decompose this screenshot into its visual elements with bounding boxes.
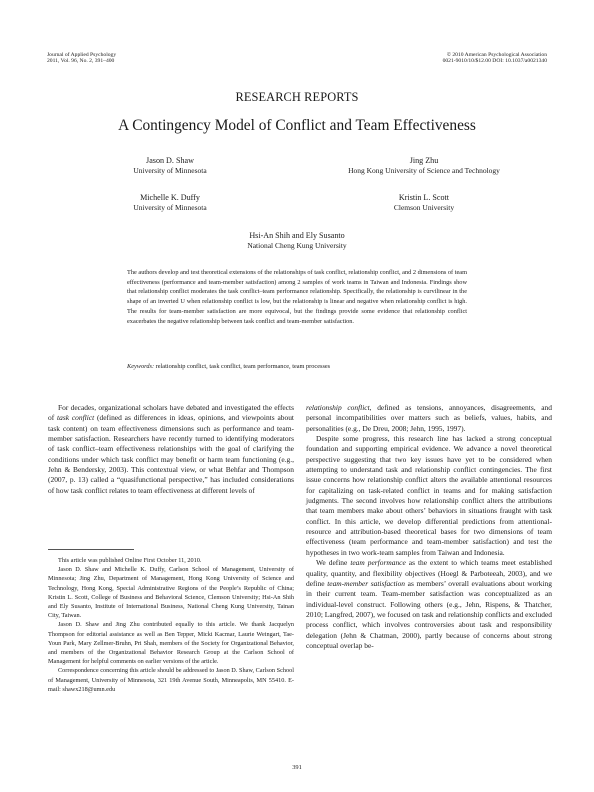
- author-name: Hsi-An Shih and Ely Susanto: [249, 231, 345, 240]
- journal-name: Journal of Applied Psychology: [47, 52, 117, 58]
- author-name: Jing Zhu: [409, 156, 439, 165]
- section-label: RESEARCH REPORTS: [235, 90, 359, 104]
- running-header-left: [47, 52, 116, 65]
- author-affiliation: University of Minnesota: [133, 202, 207, 212]
- footnote: Jason D. Shaw and Michelle K. Duffy, Carlson School of Management, University of Minnesota; Jing Zhu, Department of Management, Hong Kong University of Science and Technology, Hong Kong, Special Administrative Regions of the People’s Republic of China; Kristin L. Scott, College of Business and Behavioral Science, Clemson University; Hsi-An Shih and Ely Susanto, Institute of International Business, National Cheng Kung University, Tainan City, Taiwan.: [48, 566, 294, 620]
- body-paragraph: relationship conflict, defined as tensions, annoyances, disagreements, and personal incompatibilities over matters such as beliefs, values, habits, and personalities (e.g., De Dreu, 2008; Jehn, 1995, 1997).: [306, 403, 552, 433]
- abstract: The authors develop and test theoretical extensions of the relationships of task conflict, relationship conflict, and 2 dimensions of team effectiveness (performance and team-member satisfaction) among 2 samples of work teams in Taiwan and Indonesia. Findings show that relationship conflict moderates the task conflict–team performance relationship. Specifically, the relationship is curvilinear in the shape of an inverted U when relationship conflict is low, but the relationship is linear and negative when relationship conflict is high. The results for team-member satisfaction are more equivocal, but the findings provide some evidence that relationship conflict exacerbates the negative relationship between task conflict and team-member satisfaction.: [127, 269, 467, 325]
- author-block-1: [90, 156, 250, 175]
- author-block-2: [324, 156, 524, 175]
- author-name: Jason D. Shaw: [146, 156, 194, 165]
- running-header-right: [443, 52, 547, 65]
- author-name: Kristin L. Scott: [398, 193, 450, 202]
- body-paragraph: Despite some progress, this research line has lacked a strong conceptual foundation and supporting empirical evidence. We advance a novel theoretical perspective suggesting that two key issues have yet to be considered when attempting to understand task and relationship conflict contingencies. The first issue concerns how relationship conflict alters the available attentional resources for capitalizing on task-related conflict in teams and for making satisfaction judgments. The second involves how relationship conflict alters the attributions that team members make about others’ behaviors in situations fraught with task conflict. In this article, we develop differential predictions from attentional-resource and attribution-based theoretical bases for two dimensions of team effectiveness (team performance and team-member satisfaction) and test the hypotheses in two work-team samples from Taiwan and Indonesia.: [306, 434, 552, 557]
- author-affiliation: University of Minnesota: [133, 165, 207, 175]
- footnote: This article was published Online First October 11, 2010.: [58, 557, 202, 564]
- footnotes: [48, 556, 294, 694]
- keywords-label: Keywords:: [127, 363, 155, 370]
- keywords: [127, 362, 467, 371]
- copyright-line: © 2010 American Psychological Association: [446, 52, 547, 58]
- body-paragraph: We define team performance as the extent to which teams meet established quality, quantity, and flexibility objectives (Hoegl & Parboteeah, 2003), and we define team-member satisfaction as members’ overall evaluations about working in their current team. Team-member satisfaction was conceptualized as an individual-level construct. Following others (e.g., Jehn, Rispens, & Thatcher, 2010; Langfred, 2007), we focused on task and relationship conflicts and excluded process conflict, which involves controversies about task and responsibility delegation (Jehn & Chatman, 2000), partly because of concerns about strong conceptual overlap be-: [306, 558, 553, 650]
- author-affiliation: National Cheng Kung University: [247, 240, 347, 250]
- author-name: Michelle K. Duffy: [140, 193, 200, 202]
- author-affiliation: Clemson University: [393, 202, 455, 212]
- author-block-3: [90, 193, 250, 212]
- doi-line: 0021-9010/10/$12.00 DOI: 10.1037/a0021340: [442, 58, 547, 65]
- keywords-text: relationship conflict, task conflict, team performance, team processes: [155, 363, 331, 370]
- author-block-5: [197, 231, 397, 250]
- author-block-4: [324, 193, 524, 212]
- article-title: A Contingency Model of Conflict and Team Effectiveness: [118, 117, 476, 134]
- footnote: Jason D. Shaw and Jing Zhu contributed equally to this article. We thank Jacquelyn Thompson for editorial assistance as well as Ben Tepper, Micki Kacmar, Laurie Weingart, Tae-Youn Park, Mary Zellmer-Bruhn, Pri Shah, members of the Society for Organizational Behavior, and members of the Organizational Behavior Research Group at the Carlson School of Management for helpful comments on earlier versions of the article.: [48, 621, 294, 666]
- page-number: 391: [292, 764, 302, 771]
- body-paragraph: For decades, organizational scholars have debated and investigated the effects of task conflict (defined as differences in ideas, opinions, and viewpoints about task content) on team effectiveness dimensions such as performance and team-member satisfaction. Researchers have recently turned to identifying moderators of task conflict–team effectiveness relationships with the goal of clarifying the conditions under which task conflict may benefit or harm team functioning (e.g., Jehn & Bendersky, 2003). This contextual view, or what Behfar and Thompson (2007, p. 13) called a “quasifunctional perspective,” has included considerations of how task conflict relates to team effectiveness at different levels of: [48, 403, 294, 495]
- body-right-column: [306, 403, 552, 651]
- journal-volume: 2011, Vol. 96, No. 2, 391–400: [47, 58, 115, 65]
- footnote-rule: [48, 549, 134, 550]
- author-affiliation: Hong Kong University of Science and Technology: [348, 165, 500, 175]
- footnote: Correspondence concerning this article should be addressed to Jason D. Shaw, Carlson School of Management, University of Minnesota, 321 19th Avenue South, Minneapolis, MN 55410. E-mail: shawx218@umn.edu: [48, 667, 294, 693]
- body-left-column: [48, 403, 294, 496]
